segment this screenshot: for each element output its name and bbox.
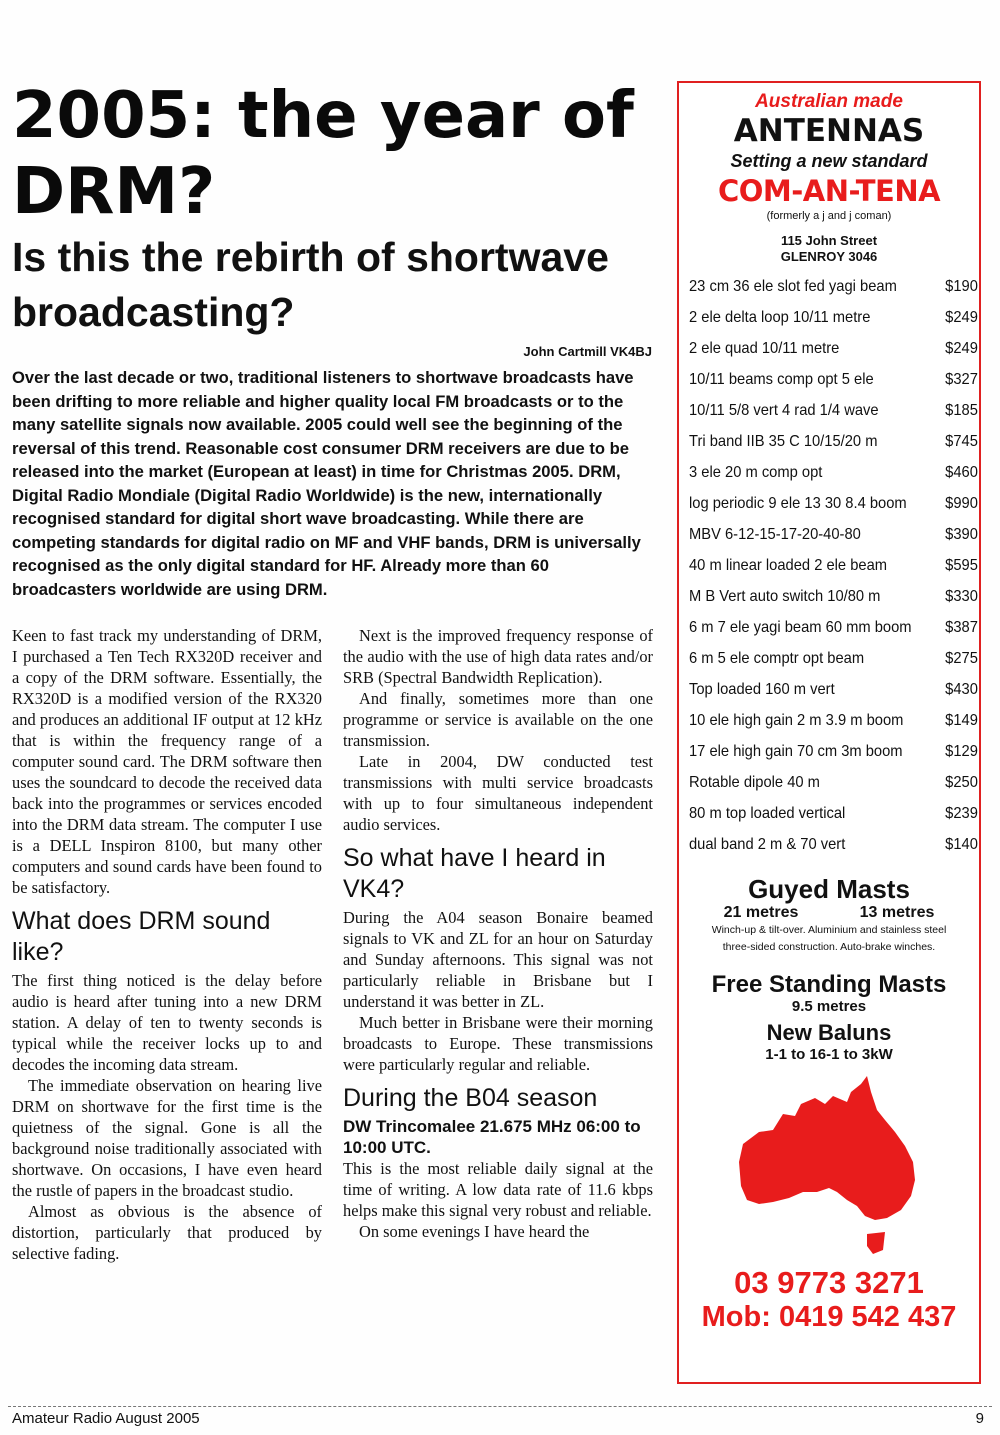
ad-product-price: $149 xyxy=(945,712,978,729)
ad-price-row xyxy=(689,457,978,488)
body-paragraph: Next is the improved frequency response of the audio with the use of high data rates and/or SRB (Spectral Bandwidth Replication). xyxy=(343,626,653,687)
ad-product-price: $129 xyxy=(945,743,978,760)
ad-product-price: $239 xyxy=(945,805,978,822)
ad-product-price: $990 xyxy=(945,495,978,512)
ad-product-price: $140 xyxy=(945,836,978,853)
ad-brand: COM-AN-TENA xyxy=(717,174,941,208)
ad-product-name: 10/11 5/8 vert 4 rad 1/4 wave xyxy=(689,402,879,419)
ad-price-row xyxy=(689,612,978,643)
ad-price-list xyxy=(679,271,979,860)
headline-line-2: DRM? xyxy=(12,155,216,229)
ad-phone: 03 9773 3271 xyxy=(734,1265,924,1300)
ad-product-name: 6 m 7 ele yagi beam 60 mm boom xyxy=(689,619,912,636)
body-paragraph: And finally, sometimes more than one programme or service is available on the one transmission. xyxy=(343,689,653,750)
ad-product-price: $275 xyxy=(945,650,978,667)
ad-product-price: $390 xyxy=(945,526,978,543)
ad-product-name: 17 ele high gain 70 cm 3m boom xyxy=(689,743,903,760)
ad-price-row xyxy=(689,705,978,736)
body-column-1 xyxy=(12,625,322,1264)
ad-price-row xyxy=(689,395,978,426)
ad-guyed-desc: three-sided construction. Auto-brake winches. xyxy=(722,941,936,953)
ad-slogan: Setting a new standard xyxy=(730,151,928,171)
ad-price-row xyxy=(689,364,978,395)
ad-product-name: 23 cm 36 ele slot fed yagi beam xyxy=(689,278,897,295)
ad-price-row xyxy=(689,302,978,333)
subsection-heading-dw: DW Trincomalee 21.675 MHz 06:00 to 10:00 UTC. xyxy=(343,1117,641,1157)
body-paragraph: The first thing noticed is the delay before audio is heard after tuning into a new DRM station. A delay of ten to twenty seconds is typical while the receiver locks up to and decodes the incoming data stream. xyxy=(12,971,322,1074)
ad-product-name: Rotable dipole 40 m xyxy=(689,774,820,791)
ad-street: 115 John Street xyxy=(780,233,878,248)
ad-suburb: GLENROY 3046 xyxy=(780,249,878,264)
ad-product-price: $249 xyxy=(945,340,978,357)
body-paragraph: Late in 2004, DW conducted test transmissions with multi service broadcasts with up to four simultaneous independent audio services. xyxy=(343,752,653,834)
ad-baluns-spec: 1-1 to 16-1 to 3kW xyxy=(765,1046,893,1063)
australia-map-icon xyxy=(729,1074,929,1264)
ad-price-row xyxy=(689,767,978,798)
headline xyxy=(12,78,662,230)
ad-price-row xyxy=(689,674,978,705)
ad-product-name: Tri band IIB 35 C 10/15/20 m xyxy=(689,433,878,450)
section-heading-b04: During the B04 season xyxy=(343,1084,598,1112)
headline-line-1: 2005: the year of xyxy=(12,79,634,153)
ad-price-row xyxy=(689,643,978,674)
body-paragraph: Almost as obvious is the absence of distortion, particularly that produced by selective fading. xyxy=(12,1202,322,1263)
body-paragraph: The immediate observation on hearing live DRM on shortwave for the first time is the quietness of the signal. Gone is all the background noise traditionally associated with shortwave. On occasions, I have even heard the rustle of papers in the broadcast studio. xyxy=(12,1076,322,1200)
body-paragraph: On some evenings I have heard the xyxy=(359,1222,590,1241)
ad-product-name: 80 m top loaded vertical xyxy=(689,805,846,822)
ad-product-price: $745 xyxy=(945,433,978,450)
ad-price-row xyxy=(689,829,978,860)
byline: John Cartmill VK4BJ xyxy=(523,344,652,359)
ad-mobile: Mob: 0419 542 437 xyxy=(701,1301,957,1333)
ad-product-name: 2 ele quad 10/11 metre xyxy=(689,340,840,357)
ad-product-price: $387 xyxy=(945,619,978,636)
ad-price-row xyxy=(689,798,978,829)
ad-tagline: Australian made xyxy=(755,91,903,112)
ad-guyed-sizes xyxy=(679,904,979,922)
ad-product-price: $249 xyxy=(945,309,978,326)
intro-paragraph: Over the last decade or two, traditional listeners to shortwave broadcasts have been drifting to more reliable and higher quality local FM broadcasts or to the many satellite signals now available. 2005 could well see the beginning of the reversal of this trend. Reasonable cost consumer DRM receivers are due to be released into the market (European at least) in time for Christmas 2005. DRM, Digital Radio Mondiale (Digital Radio Worldwide) is the new, internationally recognised standard for digital short wave broadcasting. While there are competing standards for digital radio on MF and VHF bands, DRM is universally recognised as the only digital standard for HF. Already more than 60 broadcasters worldwide are using DRM. xyxy=(12,368,641,599)
ad-formerly: (formerly a j and j coman) xyxy=(766,210,892,222)
ad-product-price: $190 xyxy=(945,278,978,295)
ad-guyed-size: 21 metres xyxy=(723,904,799,921)
body-paragraph: This is the most reliable daily signal at the time of writing. A low data rate of 11.6 kbps helps make this signal very robust and reliable. xyxy=(343,1159,653,1220)
advertisement xyxy=(677,81,981,1384)
ad-price-row xyxy=(689,271,978,302)
ad-price-row xyxy=(689,581,978,612)
ad-product-name: 2 ele delta loop 10/11 metre xyxy=(689,309,871,326)
ad-product-price: $327 xyxy=(945,371,978,388)
ad-product-name: M B Vert auto switch 10/80 m xyxy=(689,588,881,605)
section-heading-sound: What does DRM sound like? xyxy=(12,907,271,966)
ad-price-row xyxy=(689,550,978,581)
ad-product-price: $250 xyxy=(945,774,978,791)
subheadline: Is this the rebirth of shortwave broadcasting? xyxy=(12,234,609,335)
ad-product-price: $430 xyxy=(945,681,978,698)
ad-product-name: 10 ele high gain 2 m 3.9 m boom xyxy=(689,712,904,729)
ad-baluns: New Baluns xyxy=(766,1020,892,1045)
ad-product-name: dual band 2 m & 70 vert xyxy=(689,836,846,853)
ad-price-row xyxy=(689,736,978,767)
ad-product-name: 40 m linear loaded 2 ele beam xyxy=(689,557,888,574)
ad-guyed-masts: Guyed Masts xyxy=(748,874,910,904)
ad-product-name: Top loaded 160 m vert xyxy=(689,681,835,698)
ad-price-row xyxy=(689,488,978,519)
ad-product-name: log periodic 9 ele 13 30 8.4 boom xyxy=(689,495,907,512)
ad-product-name: 6 m 5 ele comptr opt beam xyxy=(689,650,865,667)
ad-price-row xyxy=(689,333,978,364)
ad-product-name: MBV 6-12-15-17-20-40-80 xyxy=(689,526,861,543)
footer-magazine: Amateur Radio August 2005 xyxy=(12,1410,200,1427)
ad-product-name: 3 ele 20 m comp opt xyxy=(689,464,823,481)
page-number: 9 xyxy=(975,1410,984,1427)
ad-free-standing: Free Standing Masts xyxy=(711,971,947,998)
body-paragraph: Keen to fast track my understanding of DRM, I purchased a Ten Tech RX320D receiver and a copy of the DRM software. Essentially, the RX320D is a modified version of the RX320 and produces an additional IF output at 12 kHz that is within the frequency range of a computer sound card. The DRM software then uses the soundcard to decode the received data back into the programmes or services encoded into the DRM data stream. The computer I use is a DELL Inspiron 8100, but many other computers and sound cards have been found to be satisfactory. xyxy=(12,626,322,897)
section-heading-heard: So what have I heard in VK4? xyxy=(343,844,606,903)
ad-guyed-desc: Winch-up & tilt-over. Aluminium and stainless steel xyxy=(711,924,947,936)
body-column-2 xyxy=(343,625,653,1242)
ad-product-price: $330 xyxy=(945,588,978,605)
ad-product-price: $595 xyxy=(945,557,978,574)
body-paragraph: During the A04 season Bonaire beamed signals to VK and ZL for an hour on Saturday and Sunday afternoons. This signal was not particularly reliable in Brisbane but I understand it was better in ZL. xyxy=(343,908,653,1011)
ad-guyed-size: 13 metres xyxy=(859,904,935,921)
ad-title: ANTENNAS xyxy=(733,113,925,149)
ad-address xyxy=(679,233,979,265)
ad-product-price: $460 xyxy=(945,464,978,481)
body-paragraph: Much better in Brisbane were their morning broadcasts to Europe. These transmissions were particularly regular and reliable. xyxy=(343,1013,653,1074)
ad-product-name: 10/11 beams comp opt 5 ele xyxy=(689,371,874,388)
ad-price-row xyxy=(689,519,978,550)
footer-divider xyxy=(8,1406,992,1407)
ad-product-price: $185 xyxy=(945,402,978,419)
ad-price-row xyxy=(689,426,978,457)
ad-free-size: 9.5 metres xyxy=(791,998,867,1015)
